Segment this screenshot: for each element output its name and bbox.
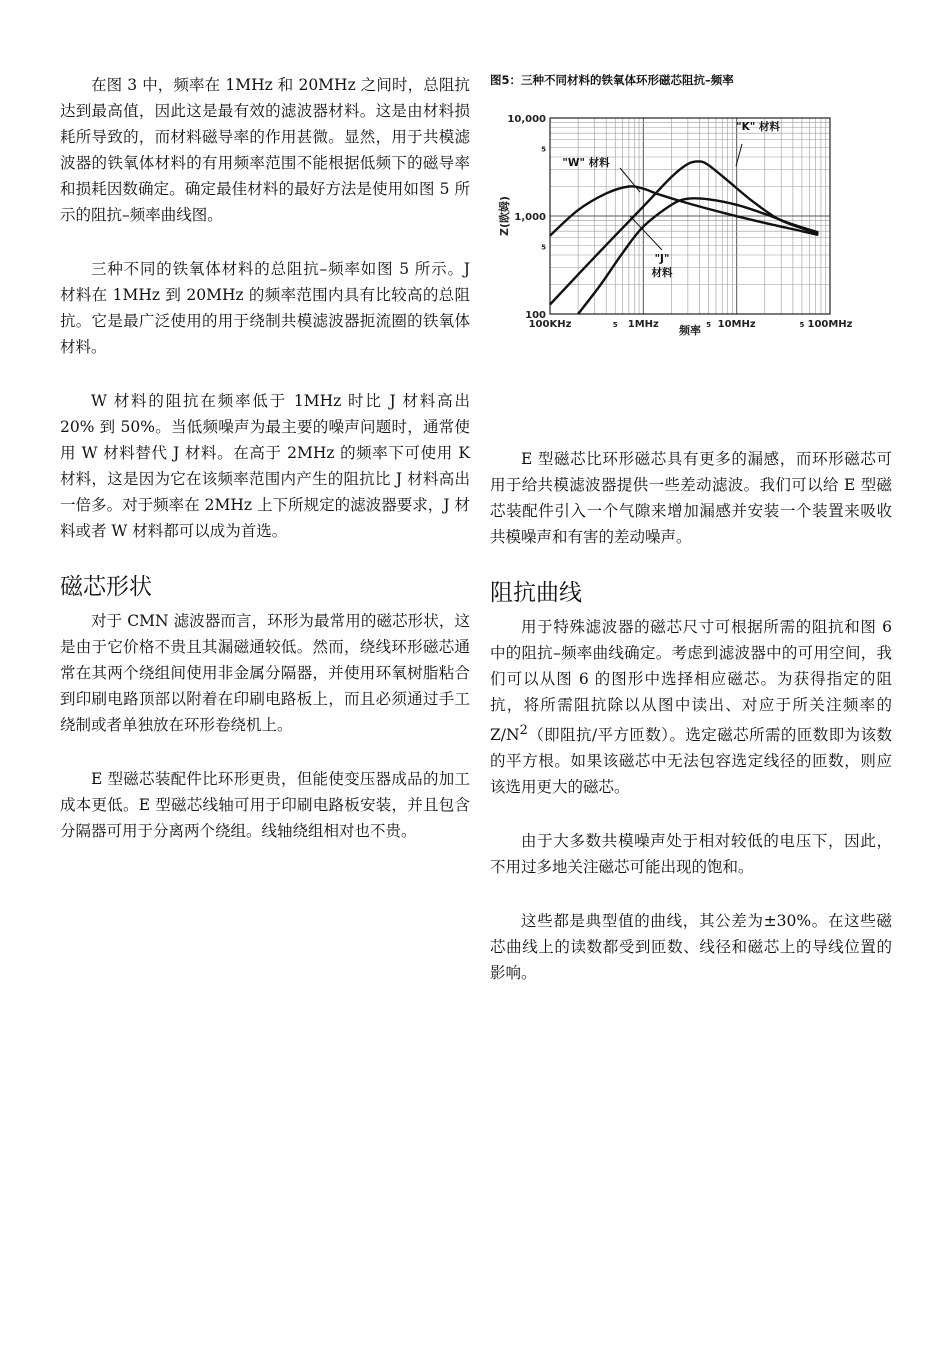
series-line-1	[550, 161, 818, 304]
impedance-frequency-chart	[490, 96, 892, 346]
annotation-label: "J"	[654, 253, 670, 265]
series-line-0	[550, 186, 818, 235]
paragraph-fig3-discussion: 在图 3 中，频率在 1MHz 和 20MHz 之间时，总阻抗达到最高值，因此这是最有效的滤波器材料。这是由材料损耗所导致的，而材料磁导率的作用甚微。显然，用于共模滤波器的铁氧体材料的有用频率范围不能根据低频下的磁导率和损耗因数确定。确定最佳材料的最好方法是使用如图 5 所示的阻抗–频率曲线图。	[60, 76, 470, 224]
section-heading-core-shape: 磁芯形状	[60, 574, 152, 600]
left-column	[60, 72, 470, 872]
x-tick-label: 5	[612, 321, 618, 329]
paragraph-saturation: 由于大多数共模噪声处于相对较低的电压下，因此，不用过多地关注磁芯可能出现的饱和。	[490, 832, 892, 877]
x-tick-label: 5	[706, 321, 712, 329]
x-tick-label: 10MHz	[717, 319, 756, 330]
y-tick-label: 100	[525, 310, 546, 321]
y-tick-label: 1,000	[514, 212, 546, 223]
paragraph-w-material: W 材料的阻抗在频率低于 1MHz 时比 J 材料高出 20% 到 50%。当低频噪声为最主要的噪声问题时，通常使用 W 材料替代 J 材料。在高于 2MHz 的频率下可使用 K 材料，这是因为它在该频率范围内产生的阻抗比 J 材料高出一倍多。对于频率在 2MHz 上下所规定的滤波器要求，J 材料或者 W 材料都可以成为首选。	[60, 392, 470, 540]
x-tick-label: 5	[799, 321, 805, 329]
x-tick-label: 1MHz	[627, 319, 659, 330]
chart-svg	[490, 96, 892, 346]
core-size-text-b: （即阻抗/平方匝数）。选定磁芯所需的匝数即为该数的平方根。如果该磁芯中无法包容选定线径的匝数，则应该选用更大的磁芯。	[490, 726, 892, 797]
y-tick-label: 5	[541, 243, 546, 252]
annotation-leader	[630, 216, 662, 250]
y-axis-label: Z(欧姆)	[498, 195, 511, 237]
x-axis-label: 频率	[679, 324, 701, 337]
right-column	[490, 72, 892, 1014]
paragraph-core-size	[490, 614, 892, 800]
x-tick-label: 100MHz	[807, 319, 853, 330]
y-tick-label: 5	[541, 145, 546, 154]
paragraph-e-core: E 型磁芯装配件比环形更贵，但能使变压器成品的加工成本更低。E 型磁芯线轴可用于印刷电路板安装，并且包含分隔器可用于分离两个绕组。线轴绕组相对也不贵。	[60, 770, 470, 840]
figure-caption: 图5：三种不同材料的铁氧体环形磁芯阻抗–频率	[490, 73, 734, 87]
annotation-label: "K" 材料	[736, 121, 780, 133]
paragraph-e-core-leakage: E 型磁芯比环形磁芯具有更多的漏感，而环形磁芯可用于给共模滤波器提供一些差动滤波。我们可以给 E 型磁芯装配件引入一个气隙来增加漏感并安装一个装置来吸收共模噪声和有害的差动噪声。	[490, 450, 892, 546]
x-tick-label: 100KHz	[528, 319, 572, 330]
section-heading-impedance-curve: 阻抗曲线	[490, 580, 582, 606]
core-size-text-a: 用于特殊滤波器的磁芯尺寸可根据所需的阻抗和图 6 中的阻抗–频率曲线确定。考虑到滤波器中的可用空间，我们可以从图 6 的图形中选择相应磁芯。为获得指定的阻抗，将所需阻抗除以从图中读出、对应于所关注频率的 Z/N	[490, 618, 892, 745]
y-tick-label: 10,000	[507, 114, 546, 125]
annotation-label: "W" 材料	[562, 157, 610, 169]
annotation-label: 材料	[651, 267, 673, 279]
superscript-two: 2	[519, 723, 528, 738]
paragraph-tolerance: 这些都是典型值的曲线，其公差为±30%。在这些磁芯曲线上的读数都受到匝数、线径和磁芯上的导线位置的影响。	[490, 912, 892, 983]
paragraph-toroid-shape: 对于 CMN 滤波器而言，环形为最常用的磁芯形状，这是由于它价格不贵且其漏磁通较低。然而，绕线环形磁芯通常在其两个绕组间使用非金属分隔器，并使用环氧树脂粘合到印刷电路顶部以附着在印刷电路板上，而且必须通过手工绕制或者单独放在环形卷绕机上。	[60, 612, 470, 734]
paragraph-three-materials: 三种不同的铁氧体材料的总阻抗–频率如图 5 所示。J 材料在 1MHz 到 20MHz 的频率范围内具有比较高的总阻抗。它是最广泛使用的用于绕制共模滤波器扼流圈的铁氧体材料。	[60, 260, 470, 356]
